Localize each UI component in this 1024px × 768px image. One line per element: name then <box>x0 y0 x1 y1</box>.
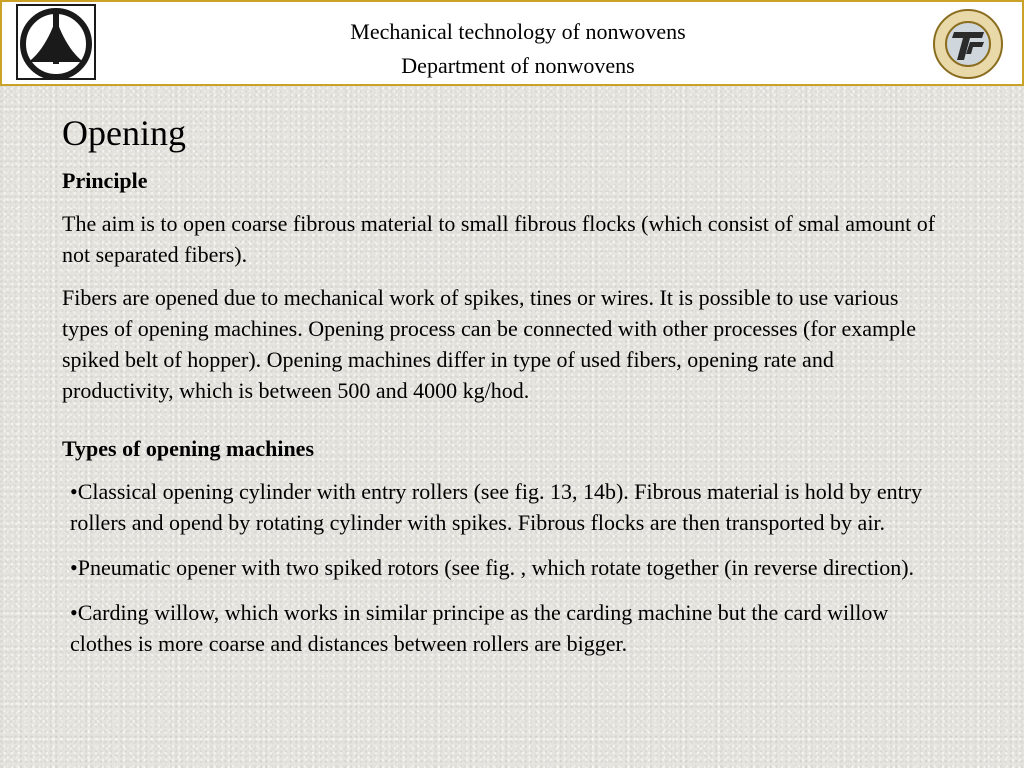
page-title: Opening <box>62 113 186 153</box>
list-item: •Pneumatic opener with two spiked rotors (see fig. , which rotate together (in reverse direction). <box>70 555 915 580</box>
principle-heading: Principle <box>62 168 148 193</box>
principle-paragraph-1: The aim is to open coarse fibrous material to small fibrous flocks (which consist of smal amount of not separated fibers). <box>62 211 936 267</box>
types-heading: Types of opening machines <box>62 436 315 461</box>
header-bar <box>0 0 1024 86</box>
course-title: Mechanical technology of nonwovens <box>350 19 686 44</box>
slide-content <box>62 110 942 673</box>
university-logo-icon <box>16 4 96 80</box>
department-title: Department of nonwovens <box>401 53 635 78</box>
machine-types-list <box>70 476 930 659</box>
list-item: •Classical opening cylinder with entry rollers (see fig. 13, 14b). Fibrous material is hold by entry rollers and opend by rotating cylinder with spikes. Fibrous flocks are then transported by air. <box>70 479 923 535</box>
list-item: •Carding willow, which works in similar principe as the carding machine but the card willow clothes is more coarse and distances between rollers are bigger. <box>70 600 889 656</box>
principle-paragraph-2: Fibers are opened due to mechanical work of spikes, tines or wires. It is possible to use various types of opening machines. Opening process can be connected with other processes (for example spiked belt of hopper). Opening machines differ in type of used fibers, opening rate and productivity, which is between 500 and 4000 kg/hod. <box>62 285 917 403</box>
faculty-seal-icon <box>926 8 1010 80</box>
